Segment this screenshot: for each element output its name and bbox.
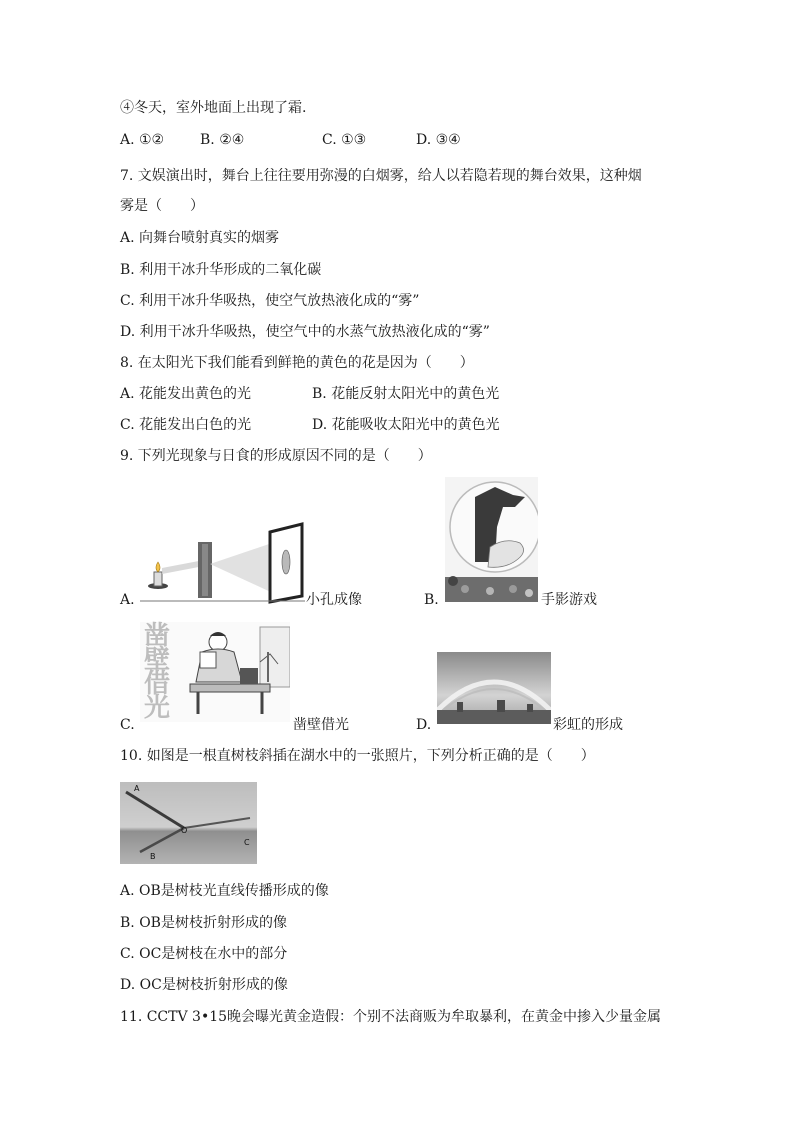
figure-hand-shadow	[445, 477, 538, 602]
q7-option-b: B. 利用干冰升华形成的二氧化碳	[120, 262, 322, 278]
figure-c-title	[144, 621, 178, 723]
q8-option-a: A. 花能发出黄色的光	[120, 386, 252, 402]
q9-stem: 9. 下列光现象与日食的形成原因不同的是（ ）	[120, 448, 432, 464]
figure-rainbow	[437, 652, 551, 724]
q7-stem-line2: 雾是（ ）	[120, 198, 204, 214]
q8-option-d: D. 花能吸收太阳光中的黄色光	[312, 417, 500, 433]
q10-option-b: B. OB是树枝折射形成的像	[120, 915, 287, 931]
q8-option-c: C. 花能发出白色的光	[120, 417, 252, 433]
q6-choice-d: D. ③④	[416, 132, 461, 148]
q8-option-b: B. 花能反射太阳光中的黄色光	[312, 386, 500, 402]
q9-caption-b: 手影游戏	[541, 592, 597, 608]
figure-label-o: O	[181, 826, 188, 835]
q7-option-c: C. 利用干冰升华吸热，使空气放热液化成的“雾”	[120, 293, 420, 309]
q9-label-d: D.	[416, 717, 432, 733]
q9-label-c: C.	[120, 717, 135, 733]
branch-photo	[120, 782, 257, 864]
figure-label-c: C	[244, 838, 250, 847]
q10-option-a: A. OB是树枝光直线传播形成的像	[120, 883, 329, 899]
figure-c-char: 借	[144, 669, 171, 699]
q7-option-d: D. 利用干冰升华吸热，使空气中的水蒸气放热液化成的“雾”	[120, 324, 490, 340]
q9-caption-d: 彩虹的形成	[553, 717, 623, 733]
q6-choice-b: B. ②④	[200, 132, 245, 148]
q7-option-a: A. 向舞台喷射真实的烟雾	[120, 230, 280, 246]
q10-stem: 10. 如图是一根直树枝斜插在湖水中的一张照片，下列分析正确的是（ ）	[120, 748, 595, 764]
q9-caption-a: 小孔成像	[306, 592, 362, 608]
pinhole-board	[198, 542, 212, 598]
q11-stem: 11. CCTV 3•15晚会曝光黄金造假：个别不法商贩为牟取暴利，在黄金中掺入少量金属	[120, 1009, 662, 1025]
q6-choice-a: A. ①②	[120, 132, 165, 148]
figure-wall-borrow-light	[140, 622, 290, 722]
figure-label-a: A	[134, 784, 140, 793]
figure-c-char: 光	[144, 693, 171, 723]
candle-icon	[148, 562, 168, 589]
image-screen	[270, 524, 302, 602]
q9-label-a: A.	[120, 592, 135, 608]
scholar-illustration	[180, 622, 290, 722]
figure-branch-in-water	[120, 782, 257, 864]
figure-pinhole-imaging	[140, 522, 305, 604]
q10-option-c: C. OC是树枝在水中的部分	[120, 946, 288, 962]
q8-stem: 8. 在太阳光下我们能看到鲜艳的黄色的花是因为（ ）	[120, 355, 474, 371]
figure-c-char: 凿	[144, 621, 171, 651]
q9-caption-c: 凿壁借光	[293, 717, 349, 733]
figure-label-b: B	[150, 852, 156, 861]
figure-c-char: 壁	[144, 645, 171, 675]
q7-stem-line1: 7. 文娱演出时，舞台上往往要用弥漫的白烟雾，给人以若隐若现的舞台效果，这种烟	[120, 168, 642, 184]
q9-label-b: B.	[424, 592, 439, 608]
q6-item4: ④冬天，室外地面上出现了霜.	[120, 100, 307, 116]
q10-option-d: D. OC是树枝折射形成的像	[120, 977, 288, 993]
q6-choice-c: C. ①③	[322, 132, 367, 148]
